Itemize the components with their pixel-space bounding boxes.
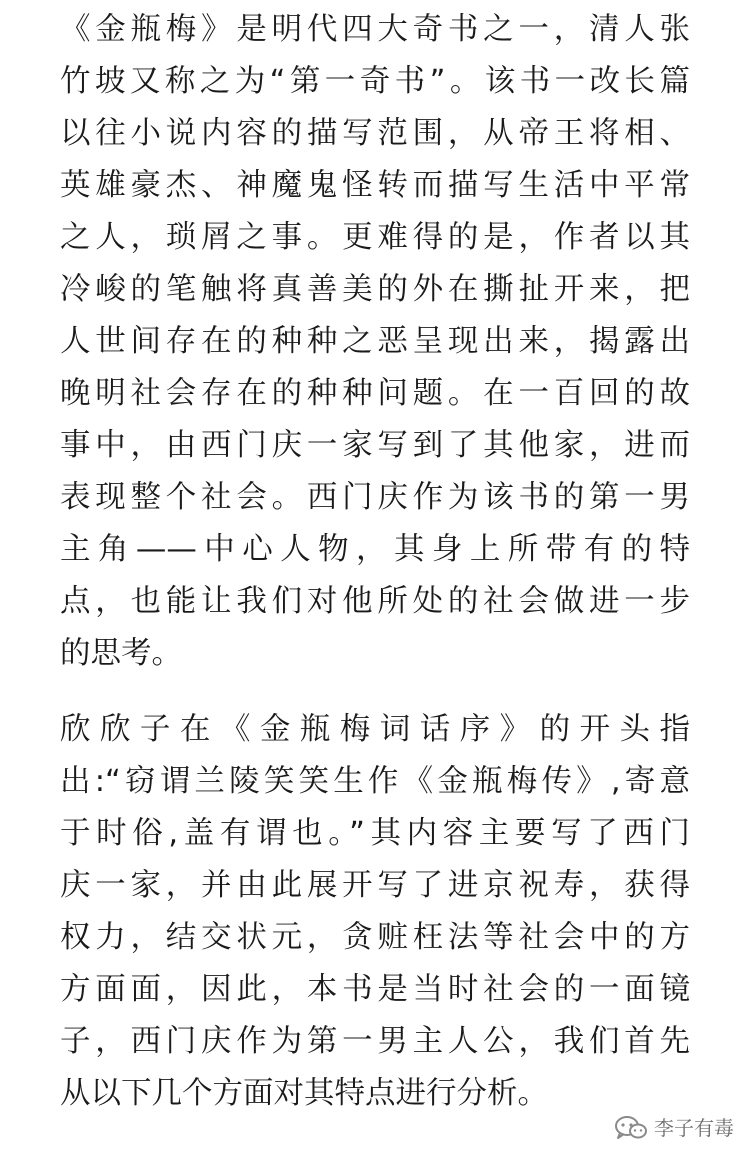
- watermark-text: 李子有毒: [654, 1116, 734, 1140]
- text-line: 子，西门庆作为第一男主人公，我们首先: [60, 1024, 690, 1059]
- text-line: 事中，由西门庆一家写到了其他家，进而: [60, 428, 690, 463]
- watermark: [614, 1115, 734, 1141]
- text-line: 的思考。: [60, 636, 182, 671]
- text-line: 欣欣子在《金瓶梅词话序》的开头指: [60, 712, 690, 747]
- text-line: 以往小说内容的描写范围，从帝王将相、: [60, 116, 690, 151]
- text-line: 冷峻的笔触将真善美的外在撕扯开来，把: [60, 272, 690, 307]
- text-line: 点，也能让我们对他所处的社会做进一步: [60, 584, 690, 619]
- text-line: 之人，琐屑之事。更难得的是，作者以其: [60, 220, 690, 255]
- text-line: 庆一家，并由此展开写了进京祝寿，获得: [60, 868, 690, 903]
- text-line: 主角——中心人物，其身上所带有的特: [60, 532, 690, 567]
- text-line: 权力，结交状元，贪赃枉法等社会中的方: [60, 920, 690, 955]
- text-line: 出:“窃谓兰陵笑笑生作《金瓶梅传》,寄意: [60, 764, 690, 799]
- text-line: 表现整个社会。西门庆作为该书的第一男: [60, 480, 690, 515]
- text-line: 《金瓶梅》是明代四大奇书之一，清人张: [60, 12, 690, 47]
- wechat-icon: [614, 1115, 648, 1141]
- text-line: 于时俗,盖有谓也。”其内容主要写了西门: [60, 816, 690, 851]
- text-line: 方面面，因此，本书是当时社会的一面镜: [60, 972, 690, 1007]
- text-line: 晚明社会存在的种种问题。在一百回的故: [60, 376, 690, 411]
- text-line: 从以下几个方面对其特点进行分析。: [60, 1076, 548, 1111]
- text-line: 竹坡又称之为“第一奇书”。该书一改长篇: [60, 64, 690, 99]
- text-line: 英雄豪杰、神魔鬼怪转而描写生活中平常: [60, 168, 690, 203]
- text-line: 人世间存在的种种之恶呈现出来，揭露出: [60, 324, 690, 359]
